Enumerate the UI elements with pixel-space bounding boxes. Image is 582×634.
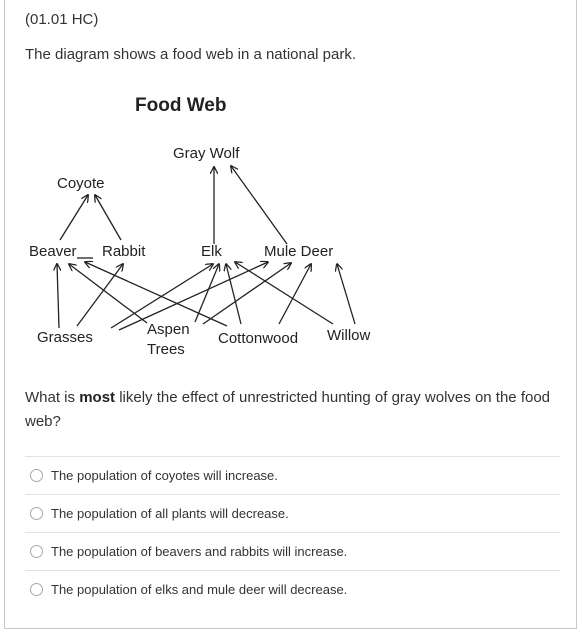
arrow-grasses-to-muledeer: [119, 262, 268, 330]
arrow-beaver-to-coyote: [60, 195, 88, 240]
radio-button[interactable]: [30, 545, 43, 558]
answer-label: The population of beavers and rabbits will increase.: [51, 544, 348, 559]
answer-label: The population of coyotes will increase.: [51, 468, 278, 483]
label-aspen: Aspen: [147, 321, 190, 338]
radio-button[interactable]: [30, 583, 43, 596]
arrow-grasses-to-beaver: [57, 264, 59, 328]
label-trees: Trees: [147, 341, 185, 358]
label-elk: Elk: [201, 243, 222, 260]
arrow-muledeer-to-wolf: [231, 166, 287, 244]
question-text-part: What is: [25, 389, 80, 406]
label-cottonwood: Cottonwood: [218, 330, 299, 347]
arrow-willow-to-muledeer: [337, 264, 355, 324]
arrow-grasses-to-rabbit: [77, 264, 123, 326]
answer-option-2[interactable]: [25, 494, 560, 532]
radio-button[interactable]: [30, 469, 43, 482]
question-emphasis: most: [79, 389, 116, 406]
answer-label: The population of all plants will decrease.: [51, 506, 289, 521]
answer-label: The population of elks and mule deer will decrease.: [51, 582, 348, 597]
label-rabbit: Rabbit: [102, 243, 146, 260]
answer-option-3[interactable]: [25, 532, 560, 570]
question-card: [4, 0, 577, 629]
answer-option-1[interactable]: [25, 456, 560, 494]
food-web-diagram: [23, 80, 393, 365]
question-text-part: likely the effect of unrestricted hunting of gray wolves on the food web?: [25, 389, 551, 430]
arrow-cottonwood-to-muledeer: [279, 264, 311, 324]
arrow-cottonwood-to-beaver: [85, 262, 227, 326]
label-willow: Willow: [327, 327, 371, 344]
label-grasses: Grasses: [37, 329, 93, 346]
question-code: (01.01 HC): [25, 11, 99, 28]
arrow-cottonwood-to-elk: [226, 264, 241, 324]
arrow-rabbit-to-coyote: [95, 195, 121, 240]
answer-option-4[interactable]: [25, 570, 560, 608]
label-mule-deer: Mule Deer: [264, 243, 334, 260]
answer-options: [25, 456, 560, 608]
label-gray-wolf: Gray Wolf: [173, 145, 240, 162]
radio-button[interactable]: [30, 507, 43, 520]
question-text: [25, 386, 555, 434]
question-intro: The diagram shows a food web in a national park.: [25, 46, 357, 63]
diagram-title: Food Web: [135, 95, 227, 116]
label-beaver: Beaver: [29, 243, 77, 260]
label-coyote: Coyote: [57, 175, 105, 192]
